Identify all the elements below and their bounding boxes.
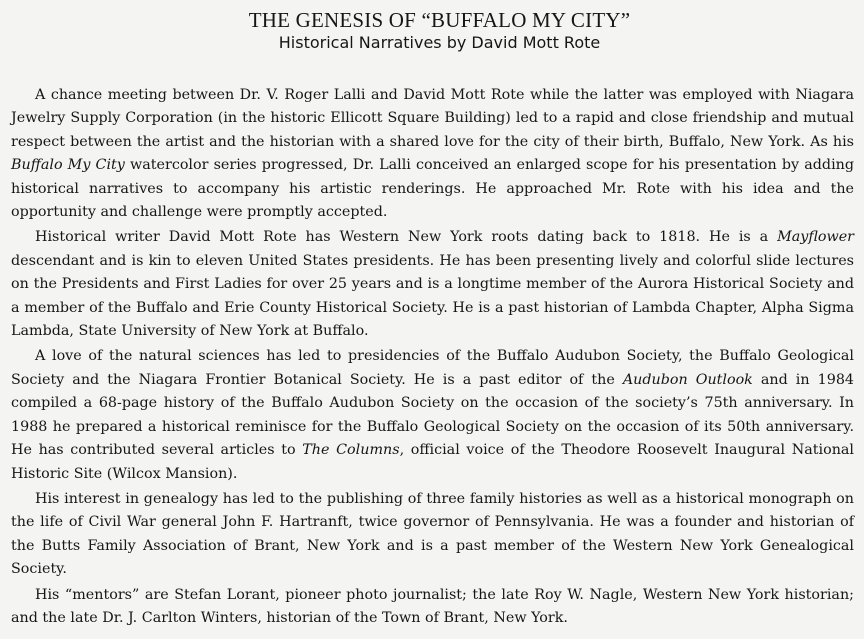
page-title: THE GENESIS OF “BUFFALO MY CITY” — [248, 8, 631, 32]
paragraph-5-text-a: His “mentors” are Stefan Lorant, pioneer photo journalist; the late Roy W. Nagle, Western New York historian; and the late Dr. J. Carlton Winters, historian of the Town of Brant, New York. — [11, 586, 854, 626]
paragraph-4-text-a: His interest in genealogy has led to the publishing of three family histories as well as a historical monograph on the life of Civil War general John F. Hartranft, twice governor of Pennsylvania. He was a founder and historian of the Butts Family Association of Brant, New York and is a past member of the Western New York Genealogical Society. — [11, 490, 854, 578]
paragraph-1-title-buffalo-my-city: Buffalo My City — [11, 157, 125, 174]
paragraph-2 — [11, 226, 854, 343]
page-subtitle: Historical Narratives by David Mott Rote — [278, 33, 601, 52]
document-header — [11, 8, 854, 53]
paragraph-3-title-the-columns: The Columns — [302, 442, 400, 459]
paragraph-2-text-a: Historical writer David Mott Rote has Western New York roots dating back to 1818. He is a — [35, 229, 778, 246]
paragraph-4 — [11, 488, 854, 582]
paragraph-3-text-c: , official voice of the Theodore Roosevelt Inaugural National Historic Site (Wilcox Mansion). — [11, 442, 854, 482]
paragraph-3-text-b: and in 1984 compiled a 68-page history of the Buffalo Audubon Society on the occasion of the society’s 75th anniversary. In 1988 he prepared a historical reminisce for the Buffalo Geological Society on the occasion of its 50th anniversary. He has contributed several articles to — [11, 371, 855, 459]
paragraph-1 — [11, 84, 854, 224]
paragraph-1-text-b: watercolor series progressed, Dr. Lalli conceived an enlarged scope for his presentation by adding historical narratives to accompany his artistic renderings. He approached Mr. Rote with his idea and the opportunity and challenge were promptly accepted. — [11, 157, 855, 221]
article-body — [11, 84, 854, 630]
paragraph-2-text-b: descendant and is kin to eleven United States presidents. He has been presenting lively and colorful slide lectures on the Presidents and First Ladies for over 25 years and is a longtime member of the Aurora Historical Society and a member of the Buffalo and Erie County Historical Society. He is a past historian of Lambda Chapter, Alpha Sigma Lambda, State University of New York at Buffalo. — [11, 252, 854, 340]
paragraph-3-title-audubon-outlook: Audubon Outlook — [622, 371, 753, 388]
paragraph-2-title-mayflower: Mayflower — [777, 229, 854, 246]
paragraph-5 — [11, 584, 854, 631]
paragraph-1-text-a: A chance meeting between Dr. V. Roger Lalli and David Mott Rote while the latter was employed with Niagara Jewelry Supply Corporation (in the historic Ellicott Square Building) led to a rapid and close friendship and mutual respect between the artist and the historian with a shared love for the city of their birth, Buffalo, New York. As his — [11, 87, 854, 150]
paragraph-3 — [11, 345, 854, 485]
paragraph-3-text-a: A love of the natural sciences has led to presidencies of the Buffalo Audubon Society, the Buffalo Geological Society and the Niagara Frontier Botanical Society. He is a past editor of the — [11, 348, 854, 388]
